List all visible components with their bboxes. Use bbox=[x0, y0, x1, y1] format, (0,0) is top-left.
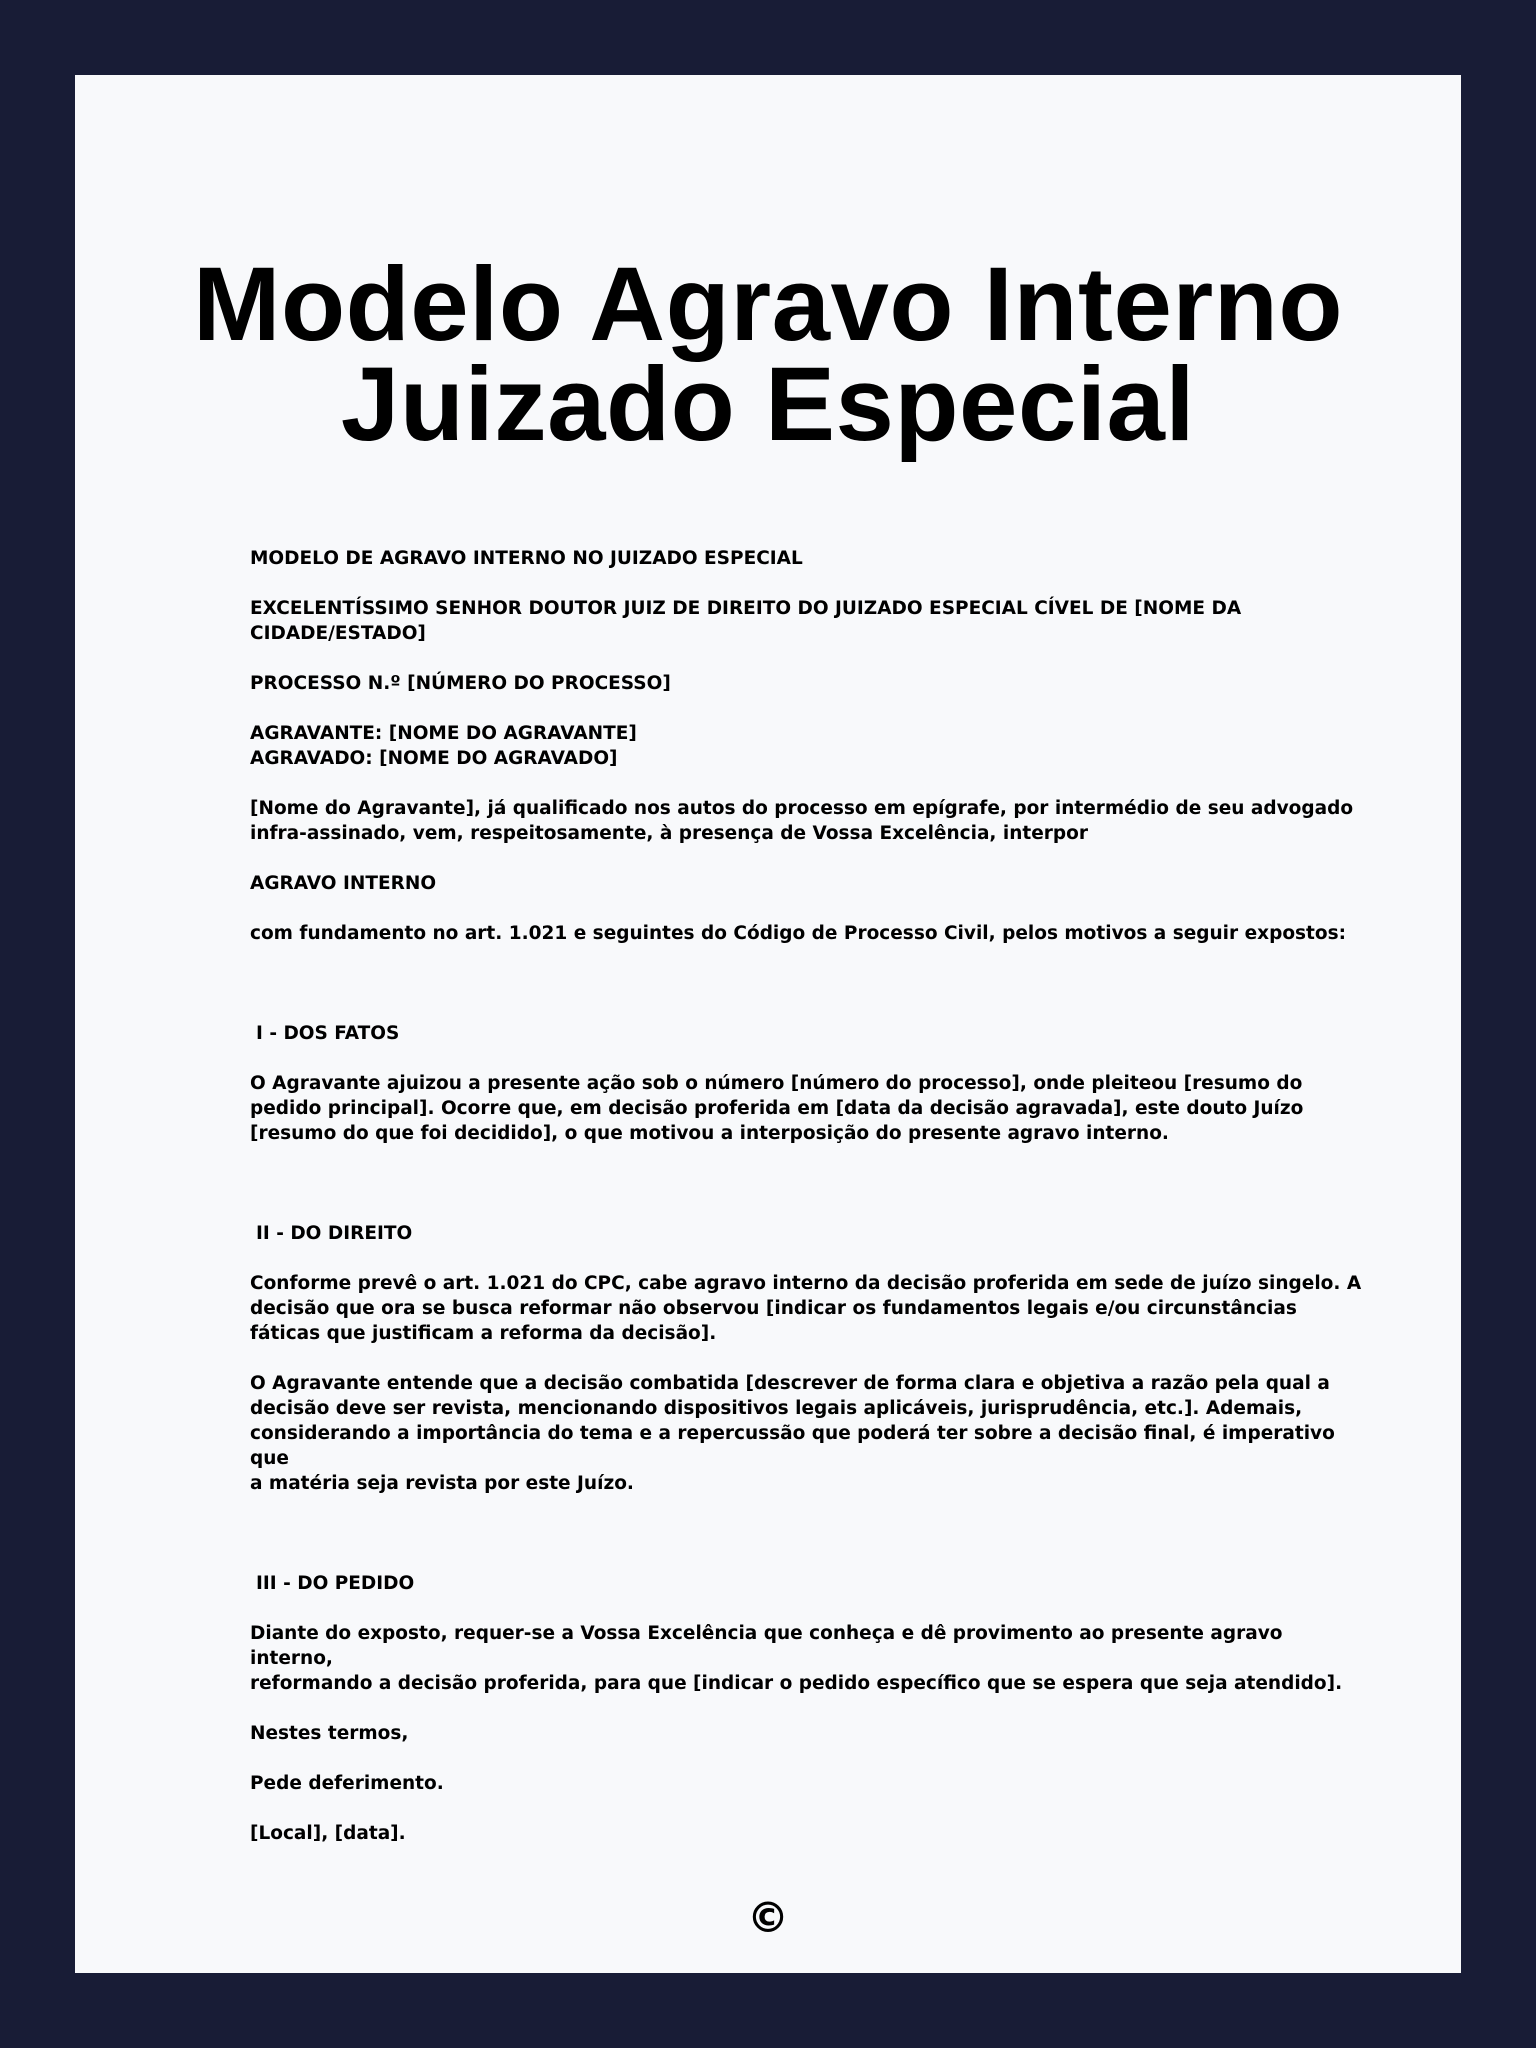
section-law-text-1: Conforme prevê o art. 1.021 do CPC, cabe agravo interno da decisão proferida em sede de juízo singelo. A decisão que ora se busca reformar não observou [indicar os fundamentos legais e/ou circunstâncias fáticas que justificam a reforma da decisão]. bbox=[250, 1273, 1362, 1344]
document-heading: MODELO DE AGRAVO INTERNO NO JUIZADO ESPECIAL bbox=[250, 548, 803, 569]
title-line-2: Juizado Especial bbox=[340, 346, 1196, 463]
document-page bbox=[75, 75, 1461, 1973]
appeal-type: AGRAVO INTERNO bbox=[250, 873, 437, 894]
section-request-title: III - DO PEDIDO bbox=[256, 1573, 415, 1594]
closing-request: Pede deferimento. bbox=[250, 1773, 444, 1794]
parties-block bbox=[250, 721, 1370, 771]
section-request-text: Diante do exposto, requer-se a Vossa Excelência que conheça e dê provimento ao presente agravo interno, reformando a decisão proferida, para que [indicar o pedido específico que se espera que seja atendido]. bbox=[250, 1623, 1343, 1694]
closing-terms: Nestes termos, bbox=[250, 1723, 409, 1744]
page-title bbox=[75, 246, 1461, 463]
agravado: AGRAVADO: [NOME DO AGRAVADO] bbox=[250, 748, 618, 769]
section-facts-text: O Agravante ajuizou a presente ação sob o número [número do processo], onde pleiteou [resumo do pedido principal]. Ocorre que, em decisão proferida em [data da decisão agravada], este douto Juízo [resumo do que foi decidido], o que motivou a interposição do presente agravo interno. bbox=[250, 1073, 1304, 1144]
document-body bbox=[250, 546, 1370, 1871]
title-line-1: Modelo Agravo Interno bbox=[193, 246, 1343, 363]
place-date: [Local], [data]. bbox=[250, 1823, 406, 1844]
legal-basis: com fundamento no art. 1.021 e seguintes do Código de Processo Civil, pelos motivos a seguir expostos: bbox=[250, 923, 1346, 944]
addressee: EXCELENTÍSSIMO SENHOR DOUTOR JUIZ DE DIREITO DO JUIZADO ESPECIAL CÍVEL DE [NOME DA CIDADE/ESTADO] bbox=[250, 598, 1242, 644]
intro-paragraph: [Nome do Agravante], já qualificado nos autos do processo em epígrafe, por intermédio de seu advogado infra-assinado, vem, respeitosamente, à presença de Vossa Excelência, interpor bbox=[250, 798, 1354, 844]
section-facts-title: I - DOS FATOS bbox=[256, 1023, 400, 1044]
process-number: PROCESSO N.º [NÚMERO DO PROCESSO] bbox=[250, 673, 671, 694]
section-law-text-2: O Agravante entende que a decisão combatida [descrever de forma clara e objetiva a razão pela qual a decisão deve ser revista, mencionando dispositivos legais aplicáveis, jurisprudência, etc.]. Ademais, considerando a importância do tema e a repercussão que poderá ter sobre a decisão final, é imperativo que a matéria seja revista por este Juízo. bbox=[250, 1373, 1335, 1494]
section-law-title: II - DO DIREITO bbox=[256, 1223, 413, 1244]
copyright-icon: © bbox=[747, 1893, 789, 1942]
agravante: AGRAVANTE: [NOME DO AGRAVANTE] bbox=[250, 723, 637, 744]
